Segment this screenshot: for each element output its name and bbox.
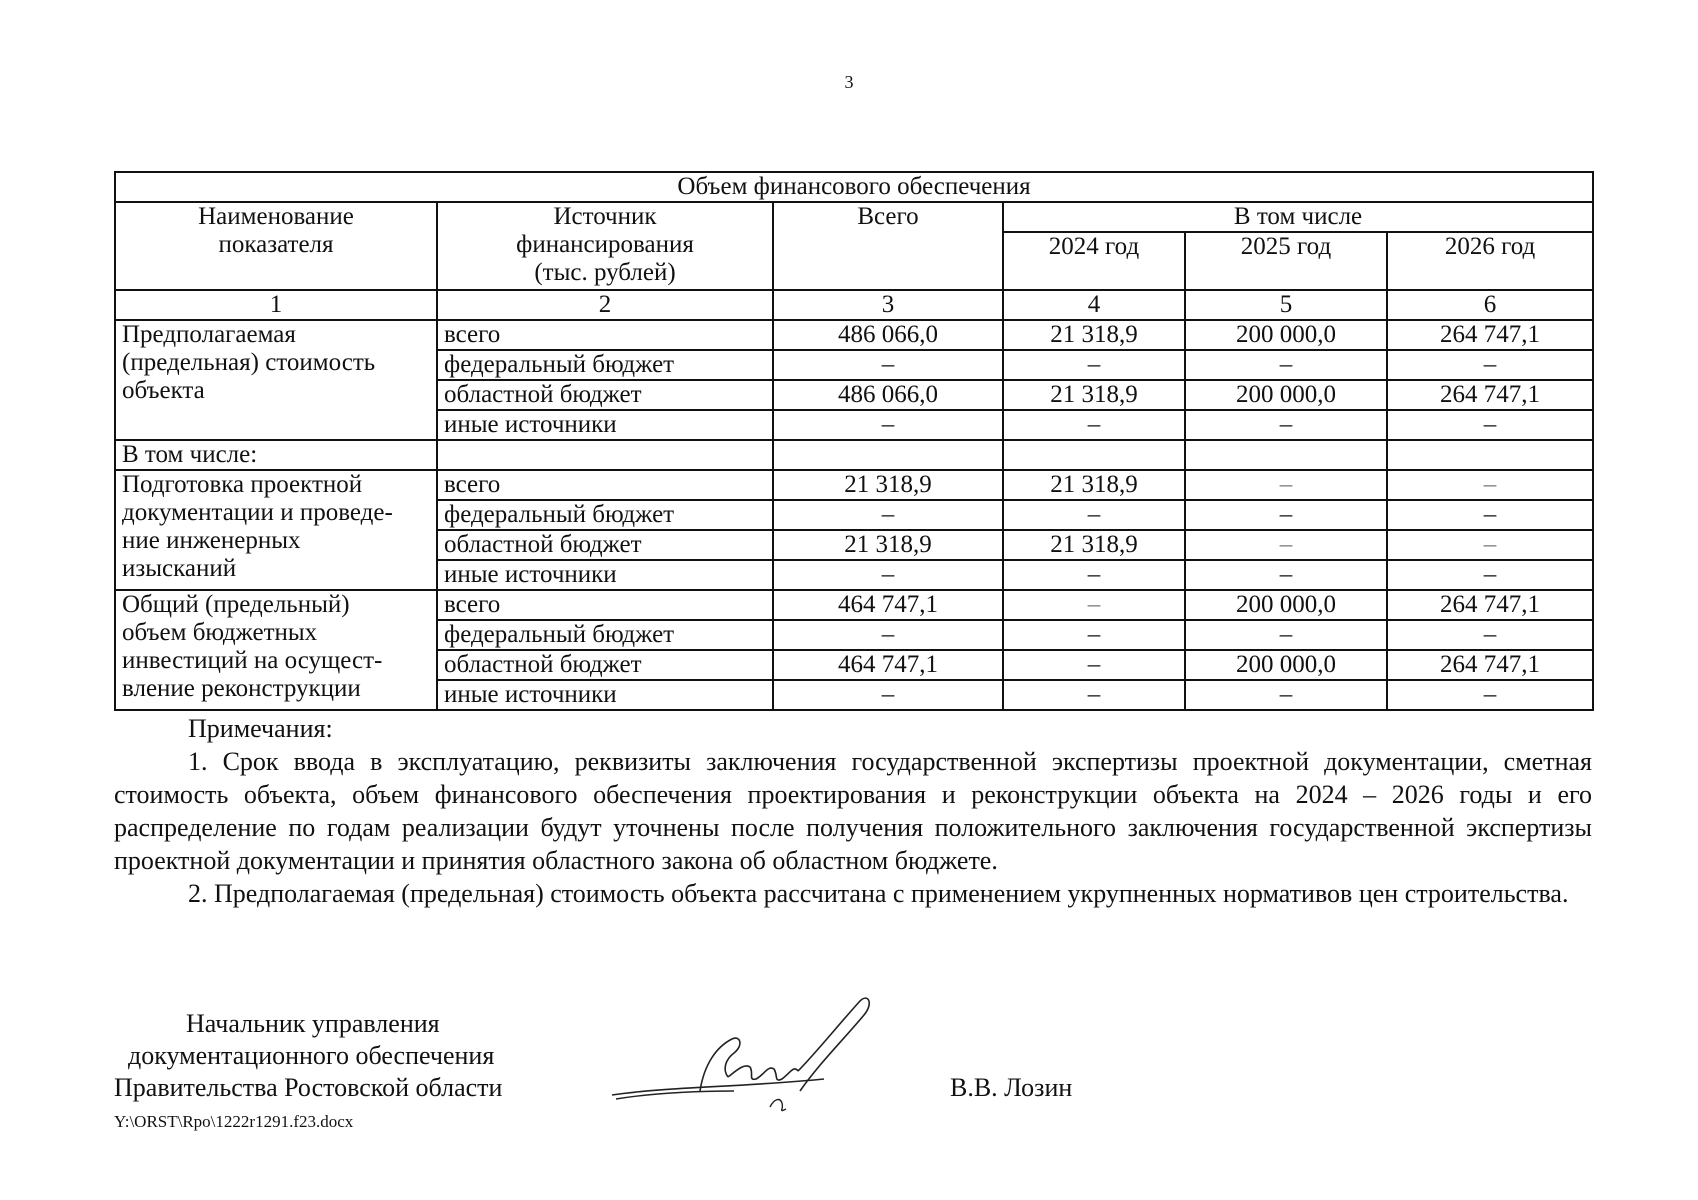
signer-position (114, 1008, 502, 1104)
cell-y2024: – (1003, 620, 1185, 650)
indicator-name-line: объем бюджетных (122, 619, 318, 646)
signer-position-line: документационного обеспечения (128, 1041, 495, 1070)
cell-source: всего (437, 590, 773, 620)
cell-total: 486 066,0 (773, 380, 1003, 410)
cell-y2026: – (1387, 410, 1593, 440)
cell-y2025: – (1185, 410, 1387, 440)
cell-source: областной бюджет (437, 380, 773, 410)
empty-cell (1003, 440, 1185, 470)
table-caption: Объем финансового обеспечения (115, 172, 1593, 202)
column-numbers-row (115, 290, 1593, 320)
header-year-2026: 2026 год (1387, 232, 1593, 290)
cell-y2024: 21 318,9 (1003, 470, 1185, 500)
cell-total: 486 066,0 (773, 320, 1003, 350)
indicator-name-line: объекта (122, 377, 205, 404)
column-number: 3 (773, 290, 1003, 320)
cell-y2024: – (1003, 650, 1185, 680)
indicator-name-line: вление реконструкции (122, 675, 361, 702)
indicator-name-line: документации и проведе- (122, 499, 393, 526)
cell-total: 21 318,9 (773, 470, 1003, 500)
cell-source: иные источники (437, 410, 773, 440)
cell-y2025: – (1185, 560, 1387, 590)
empty-cell (1387, 440, 1593, 470)
cell-y2026: 264 747,1 (1387, 320, 1593, 350)
header-including: В том числе (1003, 202, 1593, 232)
cell-total: – (773, 560, 1003, 590)
cell-y2024: – (1003, 410, 1185, 440)
financing-table (114, 171, 1594, 711)
header-row-1 (115, 202, 1593, 232)
cell-total: – (773, 500, 1003, 530)
including-label: В том числе: (115, 440, 437, 470)
cell-y2024: – (1003, 680, 1185, 710)
empty-cell (773, 440, 1003, 470)
handwritten-signature (604, 995, 894, 1115)
cell-y2026: – (1387, 530, 1593, 560)
cell-total: – (773, 680, 1003, 710)
cell-y2026: 264 747,1 (1387, 650, 1593, 680)
indicator-name-line: ние инженерных (122, 527, 301, 554)
cell-y2024: 21 318,9 (1003, 320, 1185, 350)
cell-source: областной бюджет (437, 650, 773, 680)
cell-y2025: – (1185, 680, 1387, 710)
cell-source: федеральный бюджет (437, 350, 773, 380)
indicator-name-line: Общий (предельный) (122, 591, 350, 618)
column-number: 1 (115, 290, 437, 320)
column-number: 4 (1003, 290, 1185, 320)
header-year-2025: 2025 год (1185, 232, 1387, 290)
header-name: Наименование показателя (115, 202, 437, 290)
table-row (115, 320, 1593, 350)
cell-y2026: – (1387, 350, 1593, 380)
notes-section (114, 712, 1592, 910)
indicator-name-line: изысканий (122, 555, 237, 582)
cell-source: всего (437, 320, 773, 350)
cell-y2024: 21 318,9 (1003, 380, 1185, 410)
column-number: 5 (1185, 290, 1387, 320)
header-source: Источник финансирования (тыс. рублей) (437, 202, 773, 290)
empty-cell (437, 440, 773, 470)
cell-y2026: – (1387, 560, 1593, 590)
table-row (115, 470, 1593, 500)
column-number: 2 (437, 290, 773, 320)
including-row (115, 440, 1593, 470)
cell-y2026: 264 747,1 (1387, 590, 1593, 620)
cell-y2026: – (1387, 470, 1593, 500)
signer-position-line: Правительства Ростовской области (114, 1073, 503, 1102)
indicator-name-line: Предполагаемая (122, 321, 296, 348)
cell-y2026: – (1387, 500, 1593, 530)
cell-y2026: – (1387, 680, 1593, 710)
indicator-name-line: Подготовка проектной (122, 471, 363, 498)
row-indicator-name (115, 590, 437, 710)
cell-y2025: – (1185, 530, 1387, 560)
cell-source: всего (437, 470, 773, 500)
note-item-2: 2. Предполагаемая (предельная) стоимость объекта рассчитана с применением укрупненных нормативов цен строительства. (188, 879, 1569, 908)
cell-total: – (773, 350, 1003, 380)
cell-y2024: 21 318,9 (1003, 530, 1185, 560)
cell-y2025: – (1185, 350, 1387, 380)
cell-total: 464 747,1 (773, 650, 1003, 680)
cell-y2025: – (1185, 500, 1387, 530)
cell-y2024: – (1003, 590, 1185, 620)
file-path: Y:\ORST\Rpo\1222r1291.f23.docx (114, 1112, 354, 1131)
header-year-2024: 2024 год (1003, 232, 1185, 290)
row-indicator-name (115, 320, 437, 440)
signer-position-line: Начальник управления (186, 1009, 440, 1038)
notes-title: Примечания: (188, 714, 333, 743)
cell-total: 21 318,9 (773, 530, 1003, 560)
note-item-1: 1. Срок ввода в эксплуатацию, реквизиты заключения государственной экспертизы проектной документации, сметная стоимость объекта, объем финансового обеспечения проектирования и реконструкции объекта на 2024 – 2026 годы и его распределение по годам реализации будут уточнены после получения положительного заключения государственной экспертизы проектной документации и принятия областного закона об областном бюджете. (114, 747, 1592, 875)
page-number: 3 (844, 72, 854, 92)
cell-y2025: 200 000,0 (1185, 650, 1387, 680)
cell-total: – (773, 620, 1003, 650)
indicator-name-line: инвестиций на осущест- (122, 647, 383, 674)
cell-source: федеральный бюджет (437, 620, 773, 650)
cell-y2026: – (1387, 620, 1593, 650)
cell-y2025: 200 000,0 (1185, 320, 1387, 350)
cell-y2024: – (1003, 560, 1185, 590)
cell-total: 464 747,1 (773, 590, 1003, 620)
empty-cell (1185, 440, 1387, 470)
header-total: Всего (773, 202, 1003, 290)
signer-name: В.В. Лозин (950, 1073, 1073, 1102)
cell-y2025: – (1185, 620, 1387, 650)
cell-y2025: 200 000,0 (1185, 590, 1387, 620)
cell-y2024: – (1003, 350, 1185, 380)
cell-y2024: – (1003, 500, 1185, 530)
cell-y2026: 264 747,1 (1387, 380, 1593, 410)
cell-y2025: 200 000,0 (1185, 380, 1387, 410)
row-indicator-name (115, 470, 437, 590)
cell-source: иные источники (437, 680, 773, 710)
cell-source: областной бюджет (437, 530, 773, 560)
cell-y2025: – (1185, 470, 1387, 500)
indicator-name-line: (предельная) стоимость (122, 349, 376, 376)
column-number: 6 (1387, 290, 1593, 320)
cell-total: – (773, 410, 1003, 440)
table-caption-row (115, 172, 1593, 202)
table-row (115, 590, 1593, 620)
cell-source: федеральный бюджет (437, 500, 773, 530)
cell-source: иные источники (437, 560, 773, 590)
